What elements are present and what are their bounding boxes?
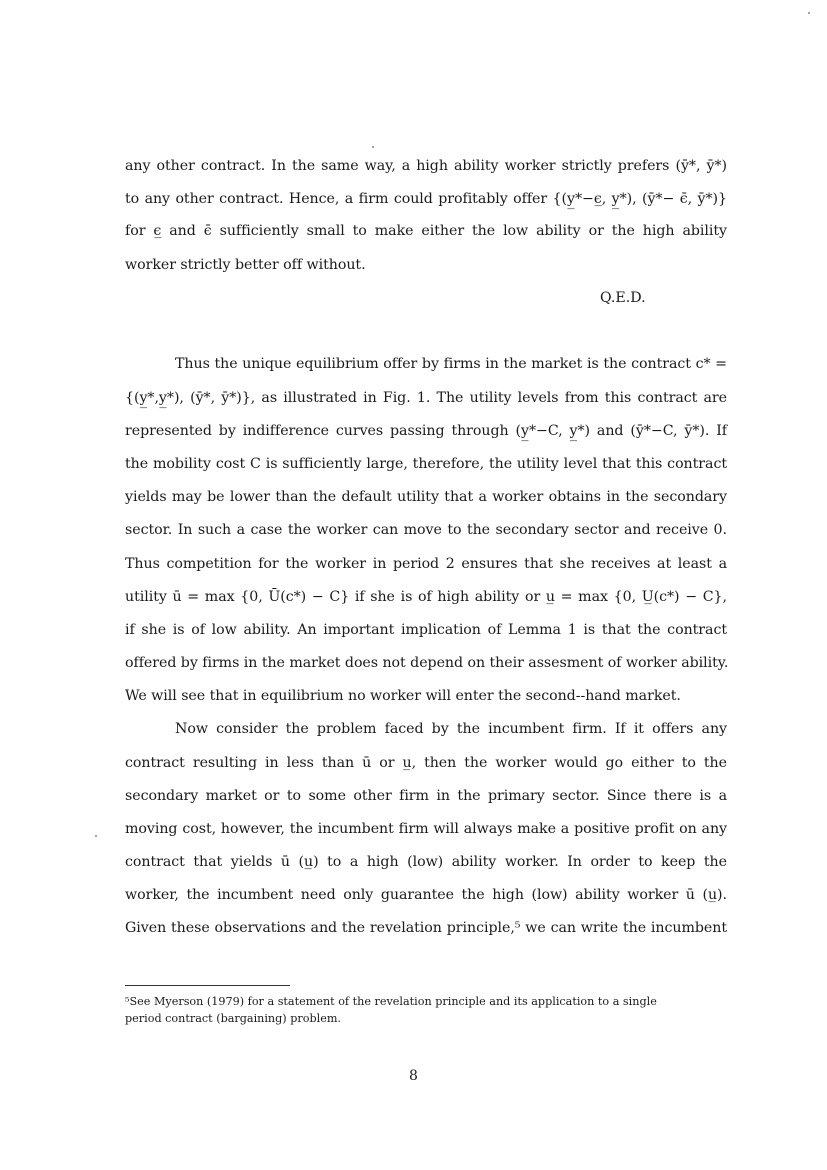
- body-line: secondary market or to some other firm in the primary sector. Since there is a: [125, 788, 727, 804]
- body-line: for ϵ̲ and ϵ̄ sufficiently small to make either the low ability or the high ability: [125, 223, 727, 239]
- body-line: Now consider the problem faced by the incumbent firm. If it offers any: [175, 721, 727, 737]
- body-line: to any other contract. Hence, a firm could profitably offer {(y̲*−ϵ̲, y̲*), (ȳ*− ϵ̄, ȳ*)}: [125, 191, 727, 207]
- footnote-line: ⁵See Myerson (1979) for a statement of the revelation principle and its application to a single: [125, 995, 657, 1008]
- body-line: yields may be lower than the default utility that a worker obtains in the secondary: [125, 489, 727, 505]
- body-line: {(y̲*,y̲*), (ȳ*, ȳ*)}, as illustrated in Fig. 1. The utility levels from this contract are: [125, 390, 727, 406]
- body-line: Thus competition for the worker in period 2 ensures that she receives at least a: [125, 556, 727, 572]
- body-line: any other contract. In the same way, a high ability worker strictly prefers (ȳ*, ȳ*): [125, 158, 727, 174]
- body-line: contract that yields ū (u̲) to a high (low) ability worker. In order to keep the: [125, 854, 727, 870]
- page-number: 8: [409, 1068, 418, 1084]
- body-line: We will see that in equilibrium no worker will enter the second--hand market.: [125, 688, 681, 704]
- body-line: Given these observations and the revelation principle,⁵ we can write the incumbent: [125, 920, 727, 936]
- body-line: offered by firms in the market does not depend on their assesment of worker ability.: [125, 655, 729, 671]
- body-line: Thus the unique equilibrium offer by firms in the market is the contract c* =: [175, 356, 727, 372]
- footnote-line: period contract (bargaining) problem.: [125, 1012, 341, 1025]
- body-line: worker, the incumbent need only guarantee the high (low) ability worker ū (u̲).: [125, 887, 727, 903]
- body-line: contract resulting in less than ū or u̲, then the worker would go either to the: [125, 755, 727, 771]
- body-line: worker strictly better off without.: [125, 257, 366, 273]
- qed-marker: Q.E.D.: [600, 290, 646, 306]
- footnote-rule: [125, 985, 290, 986]
- body-line: the mobility cost C is sufficiently large, therefore, the utility level that this contract: [125, 456, 727, 472]
- body-line: utility ū = max {0, Ū(c*) − C} if she is of high ability or u̲ = max {0, U̲(c*) − C},: [125, 589, 727, 605]
- body-line: if she is of low ability. An important implication of Lemma 1 is that the contract: [125, 622, 727, 638]
- body-line: moving cost, however, the incumbent firm will always make a positive profit on any: [125, 821, 727, 837]
- scan-speck: [808, 12, 810, 14]
- scan-speck: [372, 146, 374, 148]
- scan-speck: [95, 835, 97, 837]
- body-line: represented by indifference curves passing through (y̲*−C, y̲*) and (ȳ*−C, ȳ*). If: [125, 423, 727, 439]
- body-line: sector. In such a case the worker can move to the secondary sector and receive 0.: [125, 522, 727, 538]
